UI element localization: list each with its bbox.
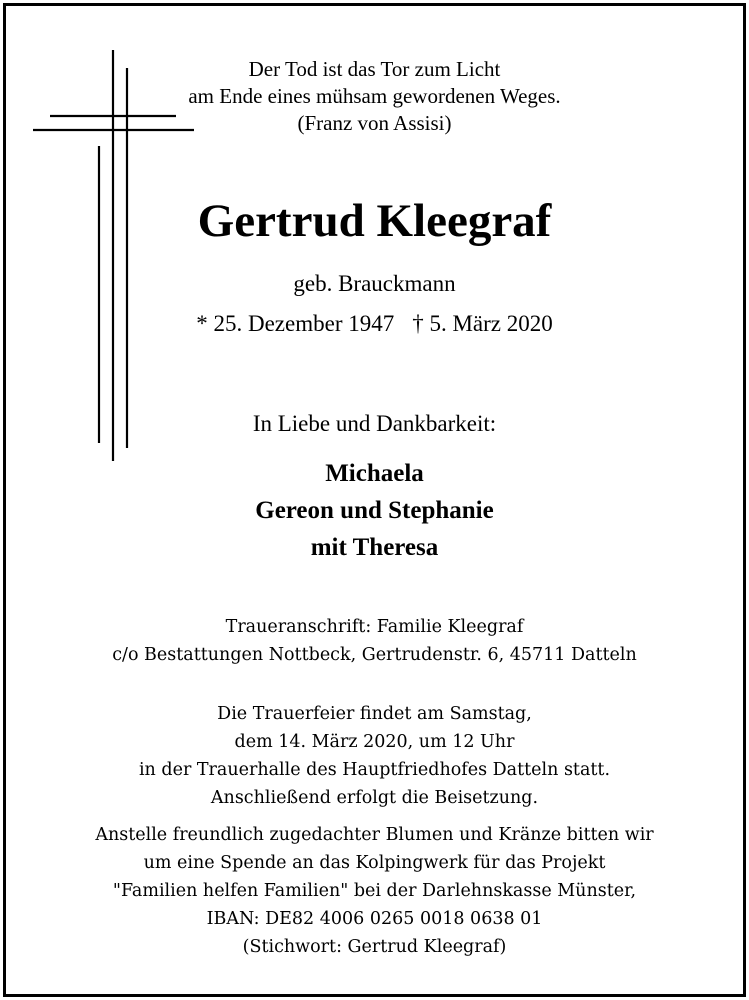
donation-keyword: (Stichwort: Gertrud Kleegraf) (242, 937, 507, 957)
ceremony-line-1: Die Trauerfeier findet am Samstag, (217, 704, 532, 724)
address-line-1: Traueranschrift: Familie Kleegraf (225, 617, 524, 637)
life-dates (0, 311, 749, 337)
quote-line-2: am Ende eines mühsam gewordenen Weges. (188, 84, 561, 108)
death-date: † 5. März 2020 (412, 311, 553, 336)
birth-date: * 25. Dezember 1947 (196, 311, 395, 336)
mourner-line-1: Michaela (325, 460, 424, 487)
address-line-2: c/o Bestattungen Nottbeck, Gertrudenstr. 6, 45711 Datteln (112, 645, 637, 665)
quote-author: (Franz von Assisi) (297, 111, 452, 135)
ceremony-line-3: in der Trauerhalle des Hauptfriedhofes Datteln statt. (138, 760, 611, 780)
ceremony-line-2: dem 14. März 2020, um 12 Uhr (234, 732, 515, 752)
maiden-name: geb. Brauckmann (293, 271, 456, 296)
quote-line-1: Der Tod ist das Tor zum Licht (248, 57, 501, 81)
donation-line-1: Anstelle freundlich zugedachter Blumen und Kränze bitten wir (95, 825, 654, 845)
ceremony-line-4: Anschließend erfolgt die Beisetzung. (210, 788, 539, 808)
deceased-name: Gertrud Kleegraf (197, 195, 552, 247)
mourners-intro: In Liebe und Dankbarkeit: (252, 411, 497, 436)
donation-line-2: um eine Spende an das Kolpingwerk für das Projekt (143, 853, 606, 873)
mourner-line-2: Gereon und Stephanie (255, 497, 494, 524)
donation-iban: IBAN: DE82 4006 0265 0018 0638 01 (206, 909, 543, 929)
donation-line-3: "Familien helfen Familien" bei der Darlehnskasse Münster, (112, 881, 637, 901)
mourner-line-3: mit Theresa (310, 534, 439, 561)
